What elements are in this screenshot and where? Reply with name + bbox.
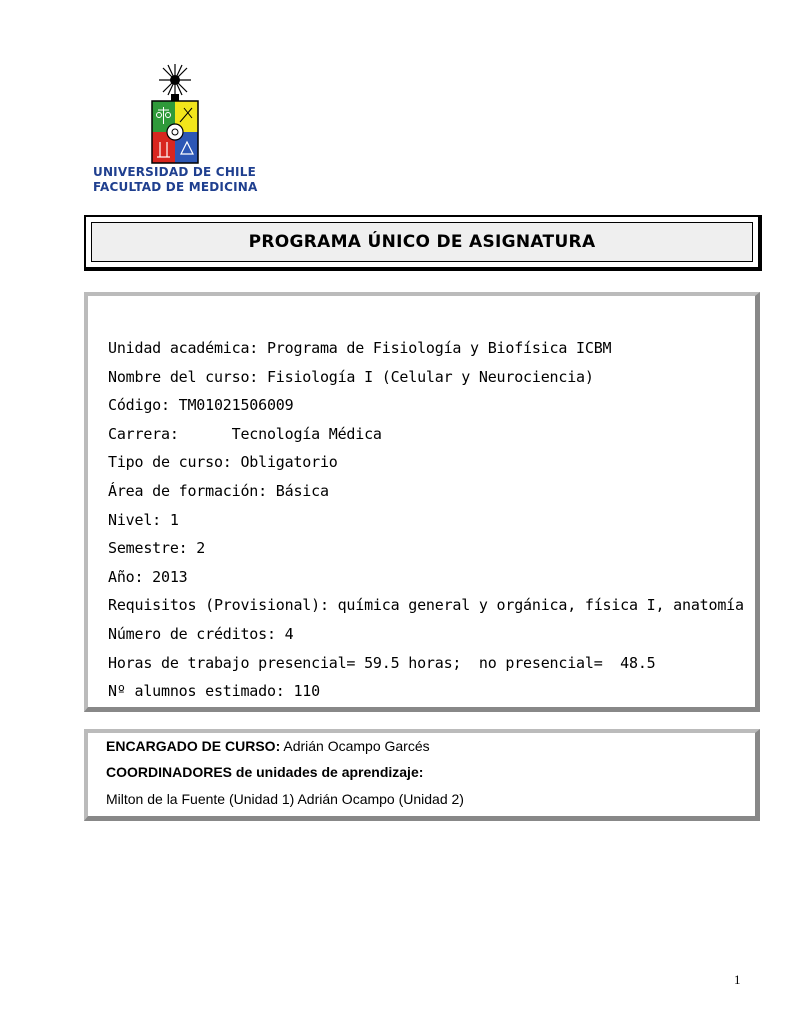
course-info-hours: Horas de trabajo presencial= 59.5 horas; no presencial= 48.5 xyxy=(108,653,656,672)
title-inner-panel xyxy=(91,222,753,262)
course-info-training-area: Área de formación: Básica xyxy=(108,481,329,500)
course-info-semester: Semestre: 2 xyxy=(108,539,206,558)
coordinadores-names: Milton de la Fuente (Unidad 1) Adrián Ocampo (Unidad 2) xyxy=(106,791,464,807)
course-info-level: Nivel: 1 xyxy=(108,510,179,529)
course-info-requirements: Requisitos (Provisional): química general y orgánica, física I, anatomía xyxy=(108,596,744,615)
title-box xyxy=(84,215,762,271)
institution-line-faculty: FACULTAD DE MEDICINA xyxy=(93,180,258,194)
course-info-year: Año: 2013 xyxy=(108,567,188,586)
course-info-students: Nº alumnos estimado: 110 xyxy=(108,682,320,701)
university-logo xyxy=(140,62,210,168)
course-info-career: Carrera: Tecnología Médica xyxy=(108,424,382,443)
course-info-academic-unit: Unidad académica: Programa de Fisiología y Biofísica ICBM xyxy=(108,339,612,357)
coordinadores-label: COORDINADORES de unidades de aprendizaje: xyxy=(106,764,424,780)
university-of-chile-crest-icon xyxy=(140,62,210,168)
document-title: PROGRAMA ÚNICO DE ASIGNATURA xyxy=(248,232,596,252)
encargado-name: Adrián Ocampo Garcés xyxy=(280,738,430,754)
course-info-code: Código: TM01021506009 xyxy=(108,396,294,415)
course-info-course-name: Nombre del curso: Fisiología I (Celular y Neurociencia) xyxy=(108,367,594,386)
encargado-row xyxy=(106,738,430,754)
course-info-course-type: Tipo de curso: Obligatorio xyxy=(108,453,338,472)
page-number: 1 xyxy=(734,972,741,987)
course-info-list xyxy=(108,334,744,706)
encargado-label: ENCARGADO DE CURSO: xyxy=(106,738,281,754)
staff-box xyxy=(84,729,760,821)
course-info-credits: Número de créditos: 4 xyxy=(108,624,294,643)
course-info-box xyxy=(84,292,760,712)
institution-line-university: UNIVERSIDAD DE CHILE xyxy=(93,165,256,179)
institution-name xyxy=(93,165,258,195)
